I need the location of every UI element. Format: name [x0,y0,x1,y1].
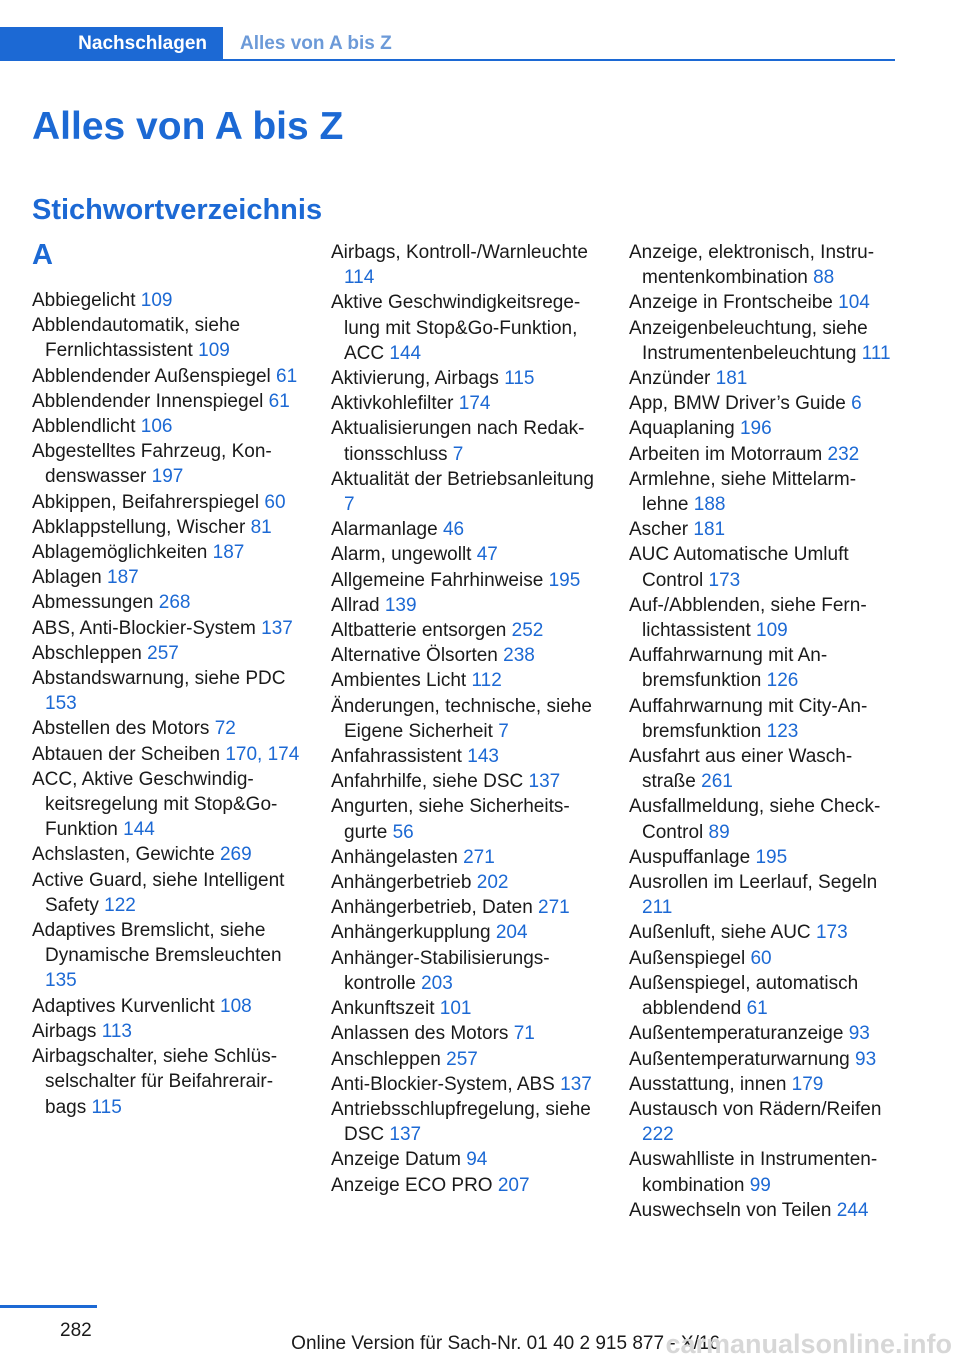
index-entry-term: Adaptives Bremslicht, siehe Dynamische Bremsleuchten [32,920,282,967]
index-entry [331,416,606,466]
index-entry-page-link[interactable]: 197 [151,466,184,488]
index-entry [629,643,895,693]
index-entry [331,1072,606,1097]
index-entry [629,1072,895,1097]
index-entry [629,1021,895,1046]
index-entry-term: Abklappstellung, Wischer [32,516,251,538]
index-entry-term: Aktivierung, Airbags [331,368,505,390]
index-entry-term: Änderungen, technische, siehe Eigene Sicherheit [331,695,592,742]
index-entry [331,618,606,643]
index-entry [331,240,606,290]
index-entry [331,895,606,920]
index-entry [32,1044,307,1120]
index-entry-term: Active Guard, siehe Intelligent Safety [32,869,285,916]
index-entry-page-link[interactable]: 93 [855,1048,877,1070]
index-entry-page-link[interactable]: 137 [528,771,561,793]
index-entry-term: Außenspiegel [629,947,751,969]
index-entry [331,769,606,794]
index-entry-page-link[interactable]: 112 [471,670,502,692]
index-entry-page-link[interactable]: 126 [766,670,799,692]
index-entry [331,391,606,416]
index-entry-term: Auffahrwarnung mit City-Anbremsfunktion [629,695,868,742]
index-entry [32,641,307,666]
index-entry-term: Anzeigenbeleuchtung, siehe Instrumentenbeleuchtung [629,317,868,364]
index-entry-page-link[interactable]: 109 [140,290,173,311]
index-entry-term: Ascher [629,519,694,541]
index-entry-page-link[interactable]: 94 [466,1149,488,1171]
index-entry-term: Austausch von Rädern/Reifen [629,1098,882,1120]
index-entry-term: Auspuffanlage [629,846,756,868]
index-entry-page-link[interactable]: 188 [693,494,726,516]
index-entry-page-link[interactable]: 89 [708,821,730,843]
index-entry-term: Anzeige in Frontscheibe [629,292,839,314]
index-entry [629,744,895,794]
index-entry-page-link[interactable]: 109 [198,340,230,362]
index-entry [331,794,606,844]
index-entry [629,240,895,290]
index-entry-page-link[interactable]: 104 [838,292,870,314]
index-entry [331,593,606,618]
index-entry [32,742,307,767]
index-entry-page-link[interactable]: 135 [45,970,77,992]
index-entry-term: Ankunftszeit [331,998,440,1020]
index-entry-page-link[interactable]: 106 [140,416,173,438]
online-version-note: Online Version für Sach-Nr. 01 40 2 915 877 - X/16 [291,1333,720,1354]
index-entry-page-link[interactable]: 108 [220,995,252,1017]
index-entry-term: Aktualität der Betriebsanleitung [331,468,594,490]
index-entry-term: Anzeige Datum [331,1149,467,1171]
index-entry-page-link[interactable]: 139 [384,594,417,616]
index-entry-term: Airbags [32,1020,102,1042]
index-entry [32,515,307,540]
index-entry [32,490,307,515]
index-entry-page-link[interactable]: 252 [511,620,544,642]
index-entry-page-link[interactable]: 81 [250,516,272,538]
index-entry-term: Auswechseln von Teilen [629,1199,837,1221]
index-entry [629,794,895,844]
index-entry-page-link[interactable]: 7 [498,720,509,742]
index-column-3 [629,240,895,1223]
index-entry-term: Armlehne, siehe Mittelarmlehne [629,468,857,516]
index-entry [331,1097,606,1147]
index-entry-page-link[interactable]: 195 [755,846,788,868]
index-entry-term: Anfahrhilfe, siehe DSC [331,771,529,793]
index-entries-column-3 [629,240,895,1223]
index-entry-page-link[interactable]: 137 [261,617,293,639]
index-entry [32,868,307,918]
index-entry-term: Achslasten, Gewichte [32,844,220,866]
index-entry [32,288,307,313]
index-entry-term: Ablagen [32,567,108,589]
index-entry-term: Antriebsschlupfregelung, siehe DSC [331,1098,591,1146]
index-entry-term: Anlassen des Motors [331,1023,514,1045]
index-entry-page-link[interactable]: 109 [756,620,788,642]
index-entry-page-link[interactable]: 144 [389,342,422,364]
index-entry [629,467,895,517]
index-entry [331,668,606,693]
index-entry-term: Abmessungen [32,592,159,614]
index-entry-term: Anti-Blockier-System, ABS [331,1073,561,1095]
index-entry-page-link[interactable]: 271 [538,897,570,919]
index-entry [32,439,307,489]
index-entry [629,1047,895,1072]
index-entry-page-link[interactable]: 46 [442,519,465,541]
index-entry-term: AUC Automatische Umluft Control [629,544,849,591]
index-entry-term: Abschleppen [32,642,148,664]
tab-nachschlagen[interactable]: Nachschlagen [0,27,223,61]
index-entry-term: Abblendender Außenspiegel [32,365,277,387]
index-entry [629,694,895,744]
page-number: 282 [60,1320,92,1341]
index-entry-page-link[interactable]: 181 [715,368,748,390]
index-entry [629,1097,895,1147]
index-column-2 [331,240,606,1198]
index-entry-term: Alarmanlage [331,519,443,541]
index-entry [629,946,895,971]
index-entry [32,666,307,716]
index-entry-term: Alternative Ölsorten [331,645,504,667]
index-entry-term: Anhängerkupplung [331,922,496,944]
index-entry-page-link[interactable]: 222 [642,1124,674,1146]
index-entry-term: Altbatterie entsorgen [331,620,512,642]
index-entry-page-link[interactable]: 60 [750,947,772,969]
index-entry-term: Anhängerbetrieb [331,872,477,894]
index-entry-page-link[interactable]: 137 [560,1073,592,1095]
index-entry-page-link[interactable]: 232 [827,443,860,465]
index-entry-page-link[interactable]: 6 [851,393,862,415]
index-entry-term: Auffahrwarnung mit Anbremsfunktion [629,645,828,692]
index-entry-term: Aktualisierungen nach Redaktionsschluss [331,418,585,465]
header-divider [223,59,895,61]
index-entry [32,540,307,565]
index-entry [32,767,307,843]
index-entry-page-link[interactable]: 187 [212,542,245,564]
section-subtitle: Stichwortverzeichnis [32,194,323,226]
index-entry-page-link[interactable]: 238 [503,645,535,667]
index-entry-term: Airbags, Kontroll-/Warnleuchte [331,242,588,263]
index-entry-page-link[interactable]: 115 [91,1096,122,1118]
index-entry-term: Anzeige, elektronisch, Instrumentenkombination [629,242,875,289]
index-entry-page-link[interactable]: 56 [392,821,414,843]
index-entry-page-link[interactable]: 271 [463,846,495,868]
index-entry-term: Ambientes Licht [331,670,472,692]
index-entry-term: Allrad [331,594,385,616]
index-entry [331,946,606,996]
index-entry-term: Anzeige ECO PRO [331,1174,498,1196]
index-entry-term: Aktivkohlefilter [331,393,459,415]
index-entry [331,542,606,567]
index-entry-page-link[interactable]: 122 [104,894,136,916]
index-entry-page-link[interactable]: 111 [861,342,891,364]
index-entry [629,517,895,542]
index-entry [331,744,606,769]
index-entry-page-link[interactable]: 7 [344,494,355,516]
index-entries-column-2 [331,240,606,1198]
index-entry-page-link[interactable]: 268 [158,592,191,614]
index-entry-page-link[interactable]: 202 [476,872,509,894]
index-entry-page-link[interactable]: 71 [513,1023,535,1045]
index-entry-term: Abgestelltes Fahrzeug, Kondenswasser [32,441,272,488]
index-entry [629,971,895,1021]
index-entry-term: Abblendlicht [32,416,141,438]
index-entry-term: Außenspiegel, automatisch abblendend [629,972,859,1020]
index-entry-term: Abkippen, Beifahrerspiegel [32,491,265,513]
index-entry [32,616,307,641]
index-entry-term: Anzünder [629,368,716,390]
index-entry-term: Anhängerbetrieb, Daten [331,897,539,919]
index-entry-term: Abstandswarnung, siehe PDC [32,668,286,690]
index-entry [331,568,606,593]
page-title: Alles von A bis Z [32,105,344,148]
index-entry-term: Anfahrassistent [331,746,468,768]
index-entry [32,364,307,389]
index-entry [32,1019,307,1044]
index-entry-page-link[interactable]: 257 [446,1048,478,1070]
index-entry [629,442,895,467]
index-entry-page-link[interactable]: 179 [791,1073,824,1095]
index-entry [331,694,606,744]
index-entry-page-link[interactable]: 7 [452,443,464,465]
index-entry-term: Außentemperaturwarnung [629,1048,856,1070]
index-entry-page-link[interactable]: 195 [548,569,581,591]
index-entry-term: ABS, Anti-Blockier-System [32,617,262,639]
index-entry-page-link[interactable]: 211 [642,897,673,919]
index-entry [32,414,307,439]
index-entry [331,643,606,668]
index-entry [32,313,307,363]
index-entry [331,366,606,391]
index-entry [331,467,606,517]
index-entry-page-link[interactable]: 143 [467,746,499,768]
index-entry-page-link[interactable]: 61 [276,365,298,387]
index-entry [331,290,606,366]
index-entry-term: Abblendautomatik, siehe Fernlichtassistent [32,315,241,362]
index-column-1 [32,238,307,1120]
index-entry-page-link[interactable]: 196 [739,418,772,440]
index-entry [629,593,895,643]
index-entry-term: Anschleppen [331,1048,447,1070]
index-entry-page-link[interactable]: 173 [708,569,741,591]
index-entry [331,845,606,870]
index-entry [629,316,895,366]
index-entries-column-1 [32,288,307,1120]
index-entry-page-link[interactable]: 93 [848,1023,870,1045]
footer-accent-line [0,1305,97,1308]
index-entry [331,1047,606,1072]
index-entry-term: Abtauen der Scheiben [32,743,226,765]
watermark-logo: carmanualsonline.info [665,1329,952,1359]
index-entry-page-link[interactable]: 60 [264,491,286,513]
index-entry [331,870,606,895]
index-entry-page-link[interactable]: 88 [813,267,835,289]
index-entry-term: Ausfahrt aus einer Waschstraße [629,746,853,793]
index-entry-page-link[interactable]: 173 [815,922,848,944]
index-entry [629,290,895,315]
index-entry-term: Allgemeine Fahrhinweise [331,569,549,591]
index-entry-term: Ausstattung, innen [629,1073,792,1095]
index-entry-term: Abbiegelicht [32,290,141,311]
index-entry-term: Ausfallmeldung, siehe Check-Control [629,796,881,843]
index-entry-page-link[interactable]: 181 [693,519,726,541]
index-entry-term: Ablagemöglichkeiten [32,542,213,564]
index-entry [331,1173,606,1198]
index-entry-term: Auf-/Abblenden, siehe Fernlichtassistent [629,594,867,642]
index-entry-page-link[interactable]: 261 [701,771,733,793]
index-entry-page-link[interactable]: 257 [147,642,179,664]
index-entry [629,870,895,920]
index-entry-page-link[interactable]: 115 [504,368,535,390]
index-entry-term: Auswahlliste in Instrumentenkombination [629,1149,878,1196]
index-entry-page-link[interactable]: 204 [495,922,528,944]
index-entry-page-link[interactable]: 137 [389,1124,422,1146]
index-entry-page-link[interactable]: 101 [439,998,472,1020]
index-entry-page-link[interactable]: 61 [268,390,290,412]
index-entry-term: App, BMW Driver’s Guide [629,393,852,415]
index-entry-term: Alarm, ungewollt [331,544,477,566]
index-entry [629,391,895,416]
index-entry [32,994,307,1019]
index-entry [629,542,895,592]
index-entry [629,366,895,391]
index-entry-term: ACC, Aktive Geschwindigkeitsregelung mit Stop&Go-Funktion [32,768,278,841]
index-entry-page-link[interactable]: 114 [344,267,375,289]
index-entry [629,1198,895,1223]
index-entry [629,920,895,945]
index-entry-term: Airbagschalter, siehe Schlüsselschalter für Beifahrerairbags [32,1046,278,1118]
index-entry-term: Angurten, siehe Sicherheitsgurte [331,796,570,843]
index-entry-term: Außenluft, siehe AUC [629,922,816,944]
index-entry-term: Abblendender Innenspiegel [32,390,269,412]
index-entry [32,842,307,867]
index-entry [629,1147,895,1197]
index-entry-page-link[interactable]: 174 [458,393,491,415]
index-entry-page-link[interactable]: 269 [219,844,252,866]
index-entry-term: Adaptives Kurvenlicht [32,995,220,1017]
index-entry [629,845,895,870]
index-entry-term: Abstellen des Motors [32,718,215,740]
index-entry [331,1021,606,1046]
index-entry-page-link[interactable]: 99 [749,1174,771,1196]
index-entry-page-link[interactable]: 61 [746,998,768,1020]
index-entry [331,996,606,1021]
index-entry-page-link[interactable]: 72 [214,718,236,740]
index-entry-term: Aktive Geschwindigkeitsregelung mit Stop&Go-Funktion, ACC [331,292,581,364]
index-entry [331,1147,606,1172]
index-entry-term: Arbeiten im Motorraum [629,443,828,465]
index-entry-page-link[interactable]: 47 [476,544,498,566]
index-entry-term: Anhänger-Stabilisierungskontrolle [331,947,550,994]
index-entry [32,565,307,590]
index-entry-page-link[interactable]: 170, 174 [225,743,300,765]
index-entry [32,389,307,414]
index-entry-page-link[interactable]: 187 [107,567,139,589]
index-entry-page-link[interactable]: 207 [497,1174,530,1196]
index-entry-term: Anhängelasten [331,846,464,868]
index-entry [331,920,606,945]
index-entry-page-link[interactable]: 144 [123,819,155,841]
index-entry-page-link[interactable]: 203 [421,972,453,994]
index-entry [629,416,895,441]
tab-alles-von-a-bis-z[interactable]: Alles von A bis Z [240,33,392,54]
index-entry-term: Ausrollen im Leerlauf, Segeln [629,872,878,894]
index-entry [32,716,307,741]
index-entry-page-link[interactable]: 244 [836,1199,869,1221]
index-entry [32,918,307,994]
index-entry-page-link[interactable]: 123 [766,720,799,742]
index-letter-heading: A [32,239,53,271]
index-entry-term: Außentemperaturanzeige [629,1023,849,1045]
index-entry-term: Aquaplaning [629,418,740,440]
index-entry-page-link[interactable]: 153 [45,693,77,715]
index-entry-page-link[interactable]: 113 [101,1020,132,1042]
header-tabbar [0,27,895,61]
index-entry [32,590,307,615]
index-entry [331,517,606,542]
